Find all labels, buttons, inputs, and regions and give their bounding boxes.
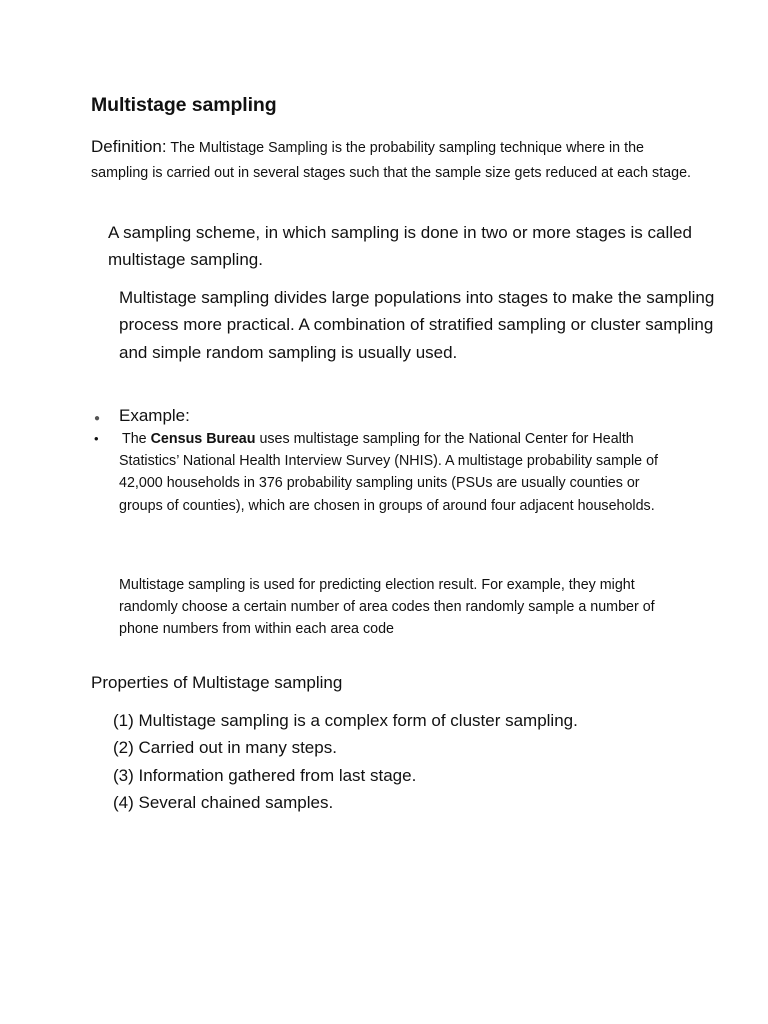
definition-label: Definition: <box>91 137 167 156</box>
election-paragraph: Multistage sampling is used for predicting election result. For example, they might randomly choose a certain number of area codes then randomly sample a number of phone numbers from within each area code <box>119 577 655 638</box>
bullet-icon: • <box>94 431 99 446</box>
paragraph-multistage-divides: Multistage sampling divides large populations into stages to make the sampling process more practical. A combination of stratified sampling or cluster sampling and simple random sampling is usually used. <box>119 288 715 362</box>
definition-text: The Multistage Sampling is the probability sampling technique where in the sampling is carried out in several stages such that the sample size gets reduced at each stage. <box>91 140 692 181</box>
example-bullet-list <box>91 403 671 517</box>
property-item: (1) Multistage sampling is a complex form of cluster sampling. <box>113 711 578 730</box>
properties-list <box>113 707 578 816</box>
property-item: (3) Information gathered from last stage. <box>113 765 417 785</box>
properties-heading: Properties of Multistage sampling <box>91 673 343 692</box>
list-item-census <box>91 428 671 517</box>
example-label: Example: <box>119 406 190 425</box>
census-bureau-bold: Census Bureau <box>150 431 256 447</box>
list-item-example <box>91 403 671 428</box>
page-title: Multistage sampling <box>91 94 277 116</box>
property-item: (4) Several chained samples. <box>113 792 334 812</box>
bullet-icon: ● <box>94 413 101 424</box>
property-item: (2) Carried out in many steps. <box>113 738 337 758</box>
census-prefix: The <box>122 431 151 447</box>
definition-paragraph <box>91 135 691 185</box>
paragraph-sampling-scheme: A sampling scheme, in which sampling is done in two or more stages is called multistage sampling. <box>108 223 692 270</box>
census-text: uses multistage sampling for the National Center for Health Statistics’ National Health Interview Survey (NHIS). A multistage probability sample of 42,000 households in 376 probability sampling units (PSUs are usually counties or groups of counties), which are chosen in groups of around four adjacent households. <box>119 431 659 514</box>
